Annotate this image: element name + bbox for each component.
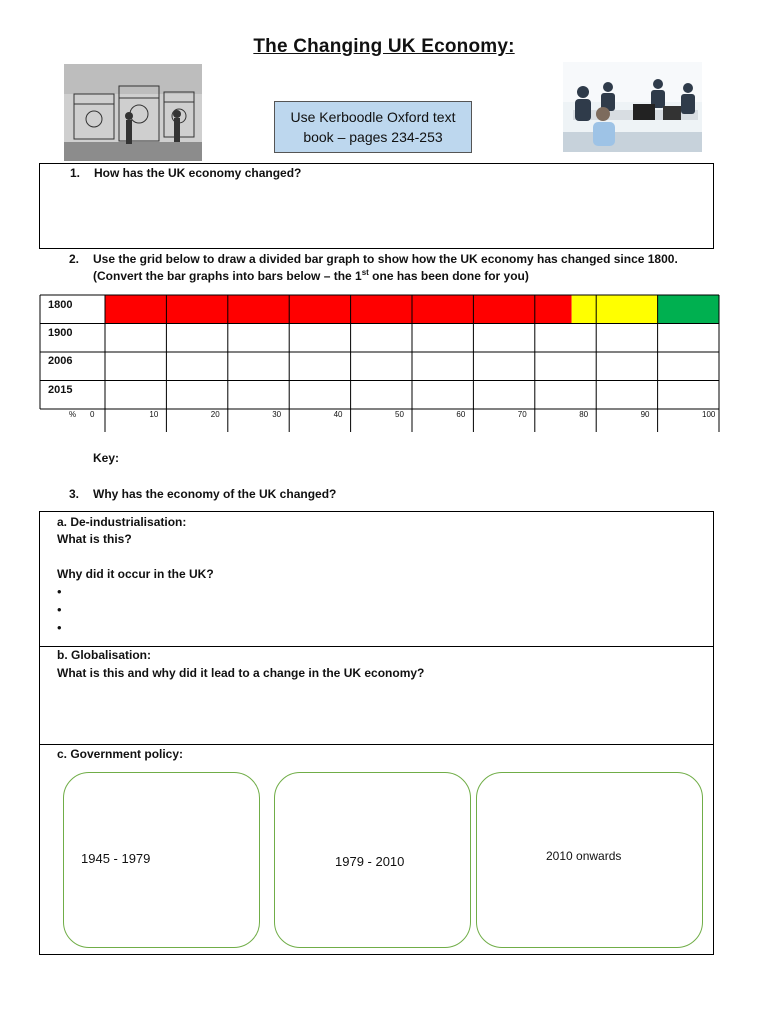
- section-a-heading: a. De-industrialisation:: [57, 515, 187, 529]
- tick-label-70: 70: [517, 410, 527, 419]
- question-2-note-start: (Convert the bar graphs into bars below – the 1: [93, 269, 362, 283]
- section-b-heading: b. Globalisation:: [57, 648, 152, 662]
- tick-label-80: 80: [579, 410, 589, 419]
- page-title: The Changing UK Economy:: [253, 36, 515, 57]
- bullet-point: •: [57, 584, 62, 599]
- reference-line-2: book – pages 234-253: [303, 129, 443, 145]
- bullet-point: •: [57, 620, 62, 635]
- question-3-number: 3.: [69, 487, 80, 501]
- tick-label-10: 10: [149, 410, 159, 419]
- question-3-text: Why has the economy of the UK changed?: [93, 487, 337, 501]
- key-label: Key:: [93, 451, 120, 465]
- policy-period-label: 1945 - 1979: [81, 851, 151, 866]
- policy-box-2010-onwards: [476, 772, 703, 948]
- tick-label-0: 0: [90, 410, 95, 419]
- tick-label-60: 60: [456, 410, 466, 419]
- section-a-question-1: What is this?: [57, 532, 132, 546]
- policy-period-label: 2010 onwards: [546, 849, 622, 863]
- section-divider-a-b: [39, 646, 714, 647]
- question-2-note-sup: st: [361, 268, 369, 277]
- policy-box-1979-2010: [274, 772, 471, 948]
- question-1-text: How has the UK economy changed?: [94, 166, 302, 180]
- tick-label-50: 50: [395, 410, 404, 419]
- bar-segment-1800: [572, 295, 658, 324]
- tick-label-100: 100: [702, 410, 716, 419]
- bullet-point: •: [57, 602, 62, 617]
- row-label-2006: 2006: [48, 355, 73, 367]
- row-label-1800: 1800: [48, 299, 73, 311]
- section-a-question-2: Why did it occur in the UK?: [57, 567, 214, 581]
- bar-segment-1800: [105, 295, 572, 324]
- axis-unit-label: %: [69, 410, 77, 419]
- bar-segment-1800: [658, 295, 719, 324]
- question-2-number: 2.: [69, 252, 80, 266]
- question-1-number: 1.: [70, 166, 81, 180]
- section-c-heading: c. Government policy:: [57, 747, 184, 761]
- row-label-1900: 1900: [48, 327, 73, 339]
- reference-line-1: Use Kerboodle Oxford text: [290, 109, 456, 125]
- tick-label-40: 40: [333, 410, 343, 419]
- question-2-note-end: one has been done for you): [368, 269, 529, 283]
- section-divider-b-c: [39, 744, 714, 745]
- section-b-question: What is this and why did it lead to a change in the UK economy?: [57, 666, 425, 680]
- row-label-2015: 2015: [48, 384, 73, 396]
- policy-period-label: 1979 - 2010: [335, 854, 405, 869]
- tick-label-90: 90: [640, 410, 650, 419]
- divided-bar-grid: [0, 0, 768, 440]
- policy-box-1945-1979: [63, 772, 260, 948]
- question-2-text: Use the grid below to draw a divided bar graph to show how the UK economy has changed since 1800.: [93, 252, 678, 266]
- tick-label-20: 20: [210, 410, 220, 419]
- tick-label-30: 30: [272, 410, 282, 419]
